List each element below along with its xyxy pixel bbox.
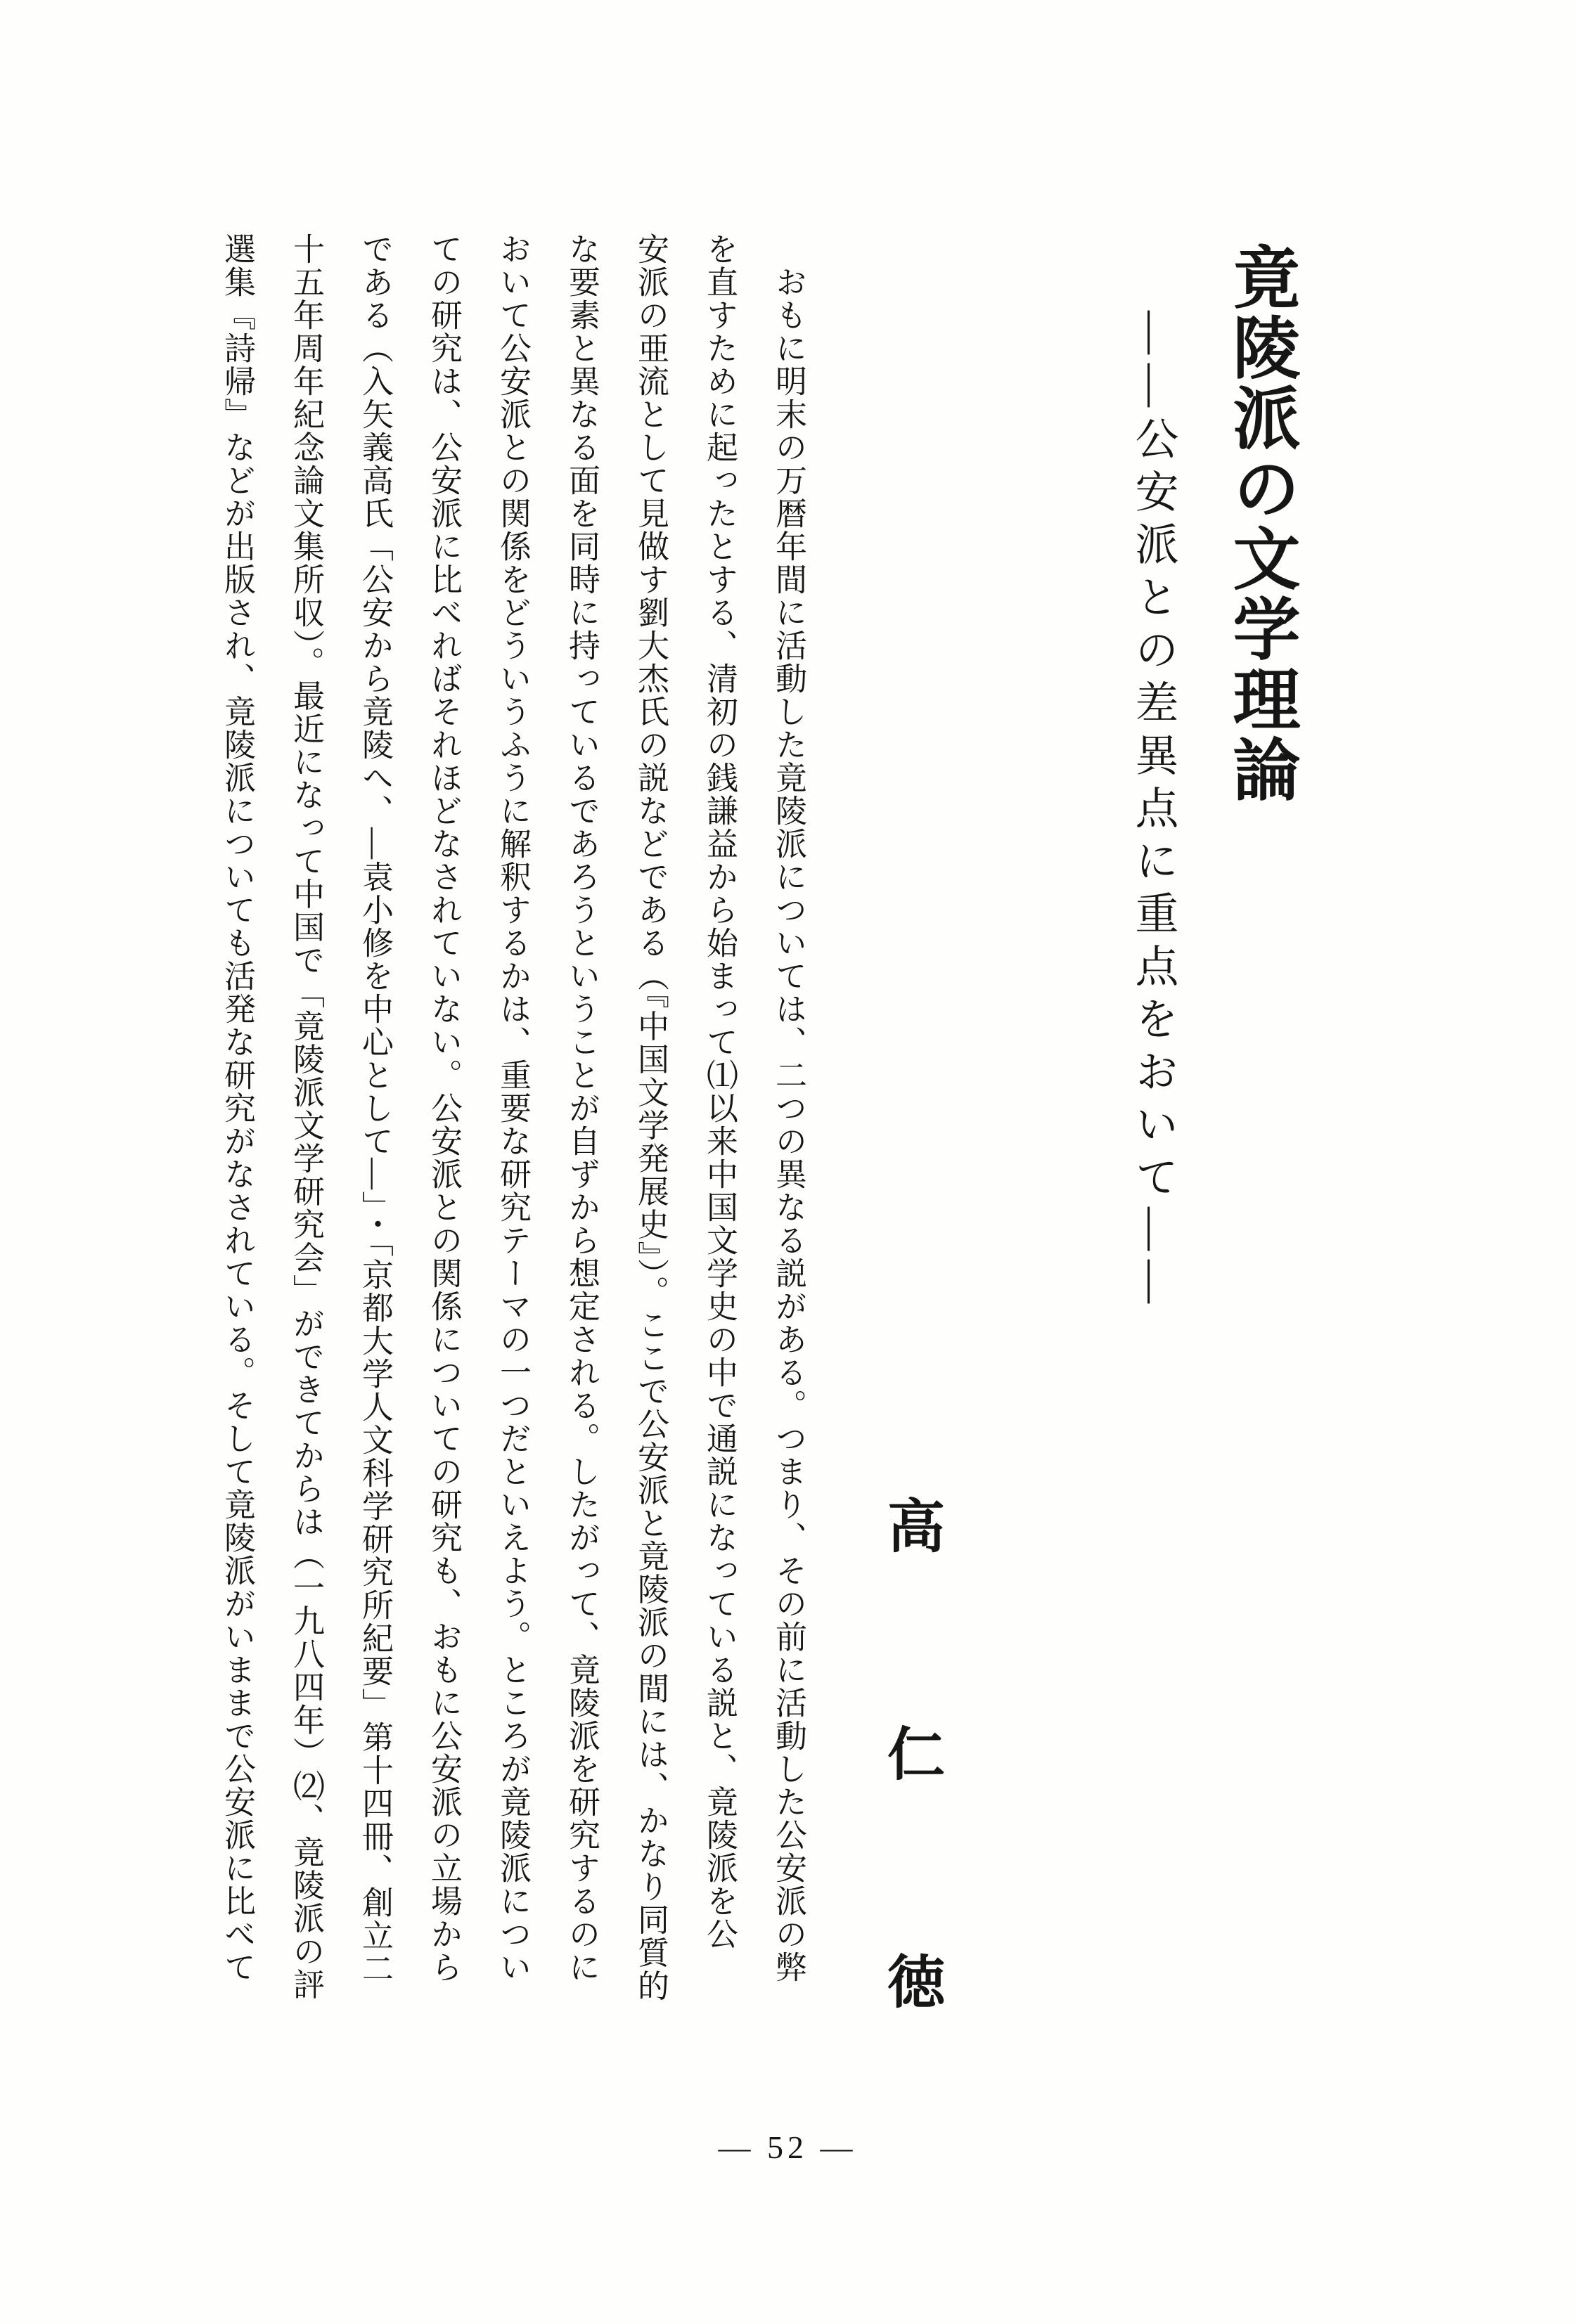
body-column-5: おいて公安派との関係をどういうふうに解釈するかは、重要な研究テーマの一つだといえよう。ところが竟陵派につい	[495, 233, 530, 1984]
author-char-3: 徳	[887, 1951, 945, 2015]
body-column-4: な要素と異なる面を同時に持っているであろうということが自ずから想定される。したがって、竟陵派を研究するのに	[564, 233, 599, 1984]
author-char-2: 仁	[887, 1723, 945, 1787]
body-column-3: 安派の亜流として見做す劉大杰氏の説などである（『中国文学発展史』）。ここで公安派と竟陵派の間には、かなり同質的	[633, 233, 668, 2003]
author-name	[885, 1481, 948, 2019]
article-body	[201, 233, 823, 2103]
author-char-1: 高	[887, 1495, 945, 1559]
article-subtitle: ――公安派との差異点に重点をおいて――	[1129, 311, 1176, 1312]
body-column-2: を直すために起ったとする、清初の銭謙益から始まって⑴以来中国文学史の中で通説になっている説と、竟陵派を公	[702, 233, 737, 1951]
body-column-1: おもに明末の万暦年間に活動した竟陵派については、二つの異なる説がある。つまり、その前に活動した公安派の弊	[771, 233, 806, 1984]
article-title: 竟陵派の文学理論	[1223, 243, 1299, 805]
body-column-8: 十五年周年紀念論文集所収）。最近になって中国で「竟陵派文学研究会」ができてからは（一九八四年）⑵、竟陵派の評	[288, 233, 323, 2001]
body-column-6: ての研究は、公安派に比べればそれほどなされていない。公安派との関係についての研究も、おもに公安派の立場から	[426, 233, 461, 1984]
body-column-7: である（入矢義高氏「公安から竟陵へ、―袁小修を中心として―」・「京都大学人文科学研究所紀要」第十四冊、創立二	[357, 233, 392, 1985]
body-column-9: 選集『詩帰』などが出版され、竟陵派についても活発な研究がなされている。そして竟陵派がいままで公安派に比べて	[219, 233, 255, 1984]
page-number: — 52 —	[718, 2129, 857, 2165]
